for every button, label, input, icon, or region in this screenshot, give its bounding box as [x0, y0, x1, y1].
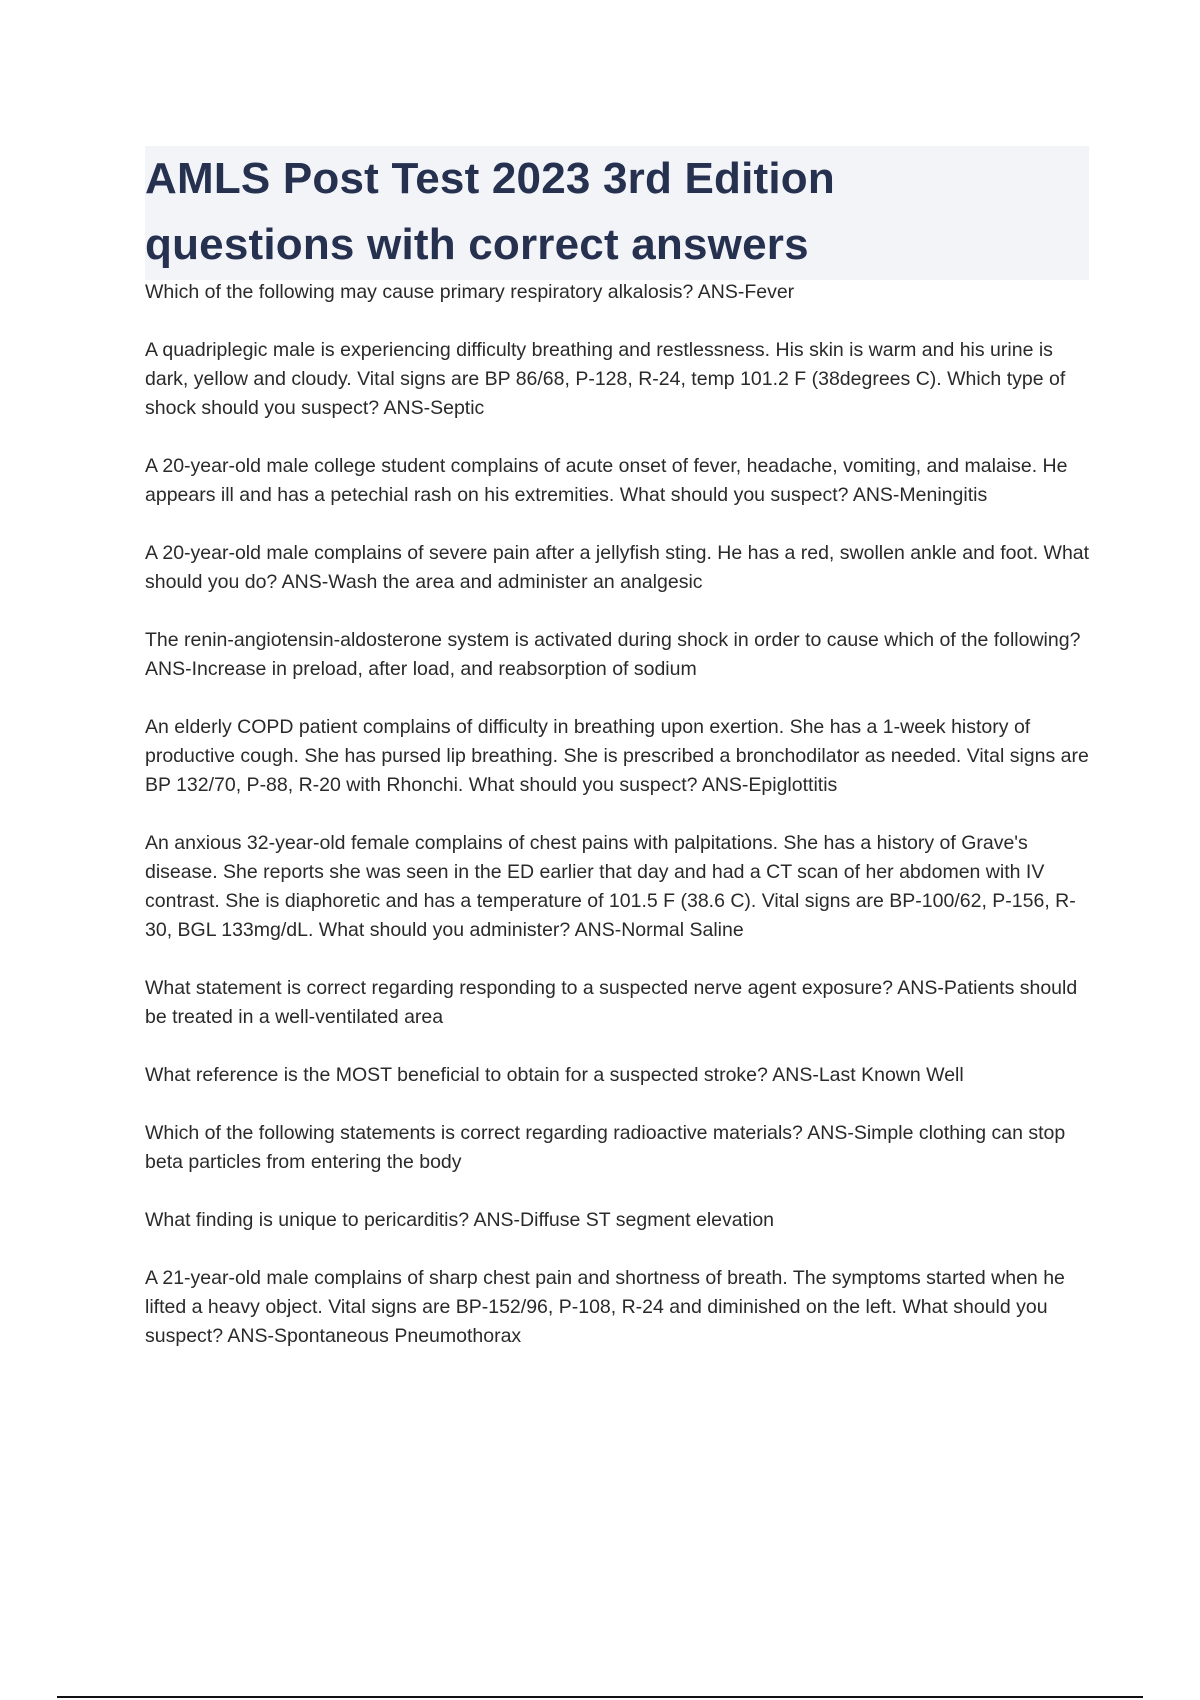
page-bottom-rule — [57, 1696, 1143, 1698]
qa-item — [145, 829, 1095, 945]
qa-item — [145, 336, 1095, 423]
answer-text: ANS-Septic — [383, 397, 485, 419]
question-text: Which of the following statements is correct regarding radioactive materials? — [145, 1122, 803, 1144]
question-text: The renin-angiotensin-aldosterone system is activated during shock in order to cause which of the following? — [145, 629, 1081, 651]
qa-item — [145, 1119, 1095, 1177]
qa-list — [145, 278, 1095, 1380]
question-text: An elderly COPD patient complains of difficulty in breathing upon exertion. She has a 1-week history of productive cough. She has pursed lip breathing. She is prescribed a bronchodilator as needed. Vital signs are BP 132/70, P-88, R-20 with Rhonchi. What should you suspect? — [145, 716, 1089, 796]
answer-text: ANS-Spontaneous Pneumothorax — [227, 1325, 522, 1347]
question-text: What reference is the MOST beneficial to obtain for a suspected stroke? — [145, 1064, 768, 1086]
title-block — [145, 146, 1089, 280]
qa-item — [145, 1264, 1095, 1351]
answer-text: ANS-Meningitis — [852, 484, 988, 506]
answer-text: ANS-Patients should be treated in a well-ventilated area — [145, 977, 1078, 1028]
answer-text: ANS-Epiglottitis — [701, 774, 838, 796]
question-text: Which of the following may cause primary respiratory alkalosis? — [145, 281, 694, 303]
answer-text: ANS-Wash the area and administer an analgesic — [281, 571, 703, 593]
title-line-2: questions with correct answers — [145, 220, 809, 269]
qa-item — [145, 278, 1095, 307]
document-title — [145, 146, 1089, 278]
question-text: What statement is correct regarding responding to a suspected nerve agent exposure? — [145, 977, 893, 999]
title-line-1: AMLS Post Test 2023 3rd Edition — [145, 154, 835, 203]
qa-item — [145, 1061, 1095, 1090]
answer-text: ANS-Last Known Well — [772, 1064, 964, 1086]
qa-item — [145, 539, 1095, 597]
question-text: A 20-year-old male complains of severe pain after a jellyfish sting. He has a red, swollen ankle and foot. What should you do? — [145, 542, 1090, 593]
answer-text: ANS-Simple clothing can stop beta particles from entering the body — [145, 1122, 1066, 1173]
question-text: A 20-year-old male college student complains of acute onset of fever, headache, vomiting, and malaise. He appears ill and has a petechial rash on his extremities. What should you suspect? — [145, 455, 1068, 506]
answer-text: ANS-Normal Saline — [574, 919, 744, 941]
answer-text: ANS-Increase in preload, after load, and reabsorption of sodium — [145, 658, 697, 680]
question-text: What finding is unique to pericarditis? — [145, 1209, 470, 1231]
question-text: An anxious 32-year-old female complains of chest pains with palpitations. She has a history of Grave's disease. She reports she was seen in the ED earlier that day and had a CT scan of her abdomen with IV contrast. She is diaphoretic and has a temperature of 101.5 F (38.6 C). Vital signs are BP-100/62, P-156, R-30, BGL 133mg/dL. What should you administer? — [145, 832, 1076, 941]
qa-item — [145, 1206, 1095, 1235]
qa-item — [145, 626, 1095, 684]
answer-text: ANS-Diffuse ST segment elevation — [473, 1209, 775, 1231]
qa-item — [145, 452, 1095, 510]
answer-text: ANS-Fever — [697, 281, 795, 303]
question-text: A 21-year-old male complains of sharp chest pain and shortness of breath. The symptoms started when he lifted a heavy object. Vital signs are BP-152/96, P-108, R-24 and diminished on the left. What should you suspect? — [145, 1267, 1065, 1347]
question-text: A quadriplegic male is experiencing difficulty breathing and restlessness. His skin is warm and his urine is dark, yellow and cloudy. Vital signs are BP 86/68, P-128, R-24, temp 101.2 F (38degrees C). Which type of shock should you suspect? — [145, 339, 1066, 419]
qa-item — [145, 974, 1095, 1032]
qa-item — [145, 713, 1095, 800]
